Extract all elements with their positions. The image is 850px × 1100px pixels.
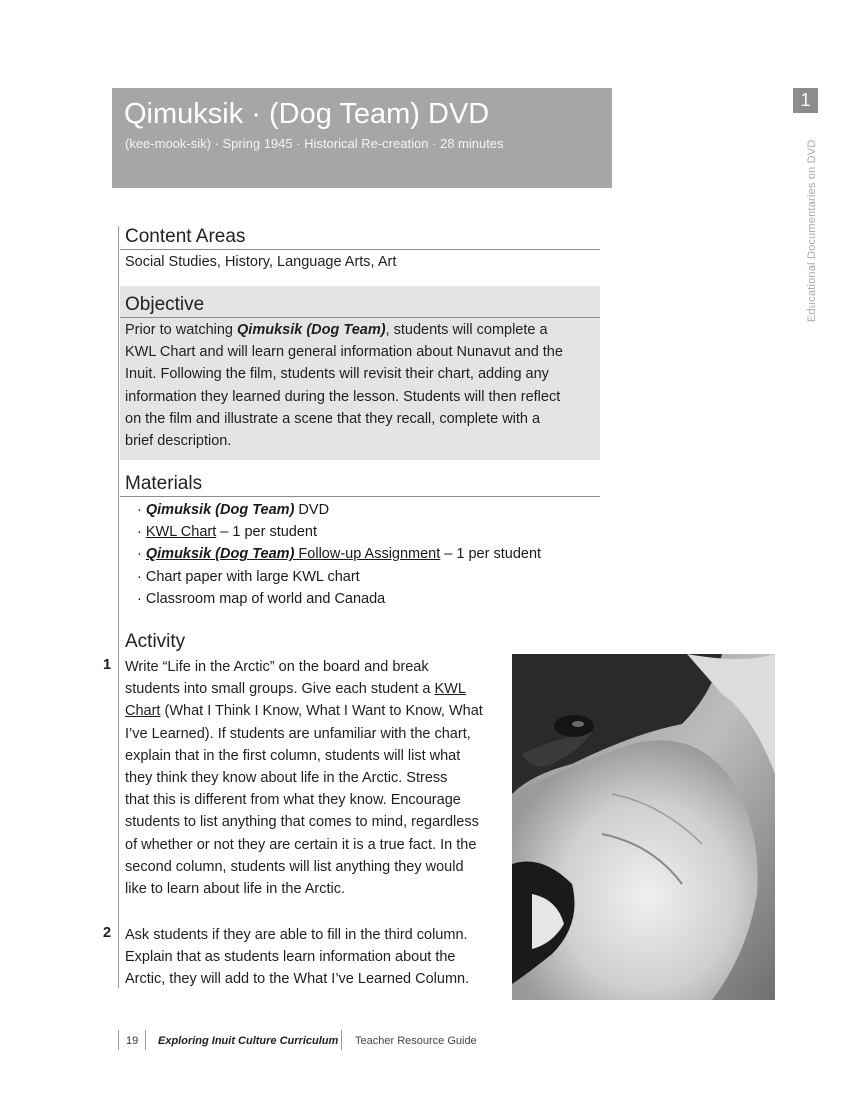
objective-line: Prior to watching Qimuksik (Dog Team), students will complete a	[125, 322, 548, 338]
content-areas-text: Social Studies, History, Language Arts, Art	[125, 254, 397, 270]
materials-item: · Qimuksik (Dog Team) Follow-up Assignment – 1 per student	[137, 546, 542, 563]
follow-up-assignment-link[interactable]: Qimuksik (Dog Team) Follow-up Assignment	[145, 546, 441, 563]
materials-item: · Classroom map of world and Canada	[137, 590, 386, 607]
objective-line: on the film and illustrate a scene that they recall, complete with a	[125, 410, 541, 427]
step-line: Ask students if they are able to fill in the third column.	[125, 927, 468, 943]
title-banner	[112, 88, 612, 188]
footer-divider	[145, 1030, 146, 1050]
step-number: 1	[103, 657, 112, 673]
activity-step-1-text	[125, 656, 483, 900]
objective-text	[125, 319, 563, 452]
step-line: Chart (What I Think I Know, What I Want to Know, What	[125, 703, 483, 720]
step-line: like to learn about life in the Arctic.	[125, 881, 346, 898]
step-line: that this is different from what they know. Encourage	[125, 792, 461, 809]
materials-item: · Chart paper with large KWL chart	[137, 568, 360, 585]
step-line: students into small groups. Give each student a KWL	[125, 681, 466, 698]
kwl-chart-link[interactable]: KWL Chart	[145, 524, 217, 541]
step-line: Write “Life in the Arctic” on the board and break	[125, 659, 429, 675]
footer-guide-label: Teacher Resource Guide	[355, 1035, 477, 1047]
step-number: 2	[103, 925, 112, 941]
step-line: second column, students will list anything they would	[125, 858, 464, 875]
step-line: I’ve Learned). If students are unfamiliar with the chart,	[125, 725, 471, 742]
activity-step-2-text	[125, 924, 469, 991]
objective-line: brief description.	[125, 433, 232, 450]
page-title: Qimuksik · (Dog Team) DVD	[124, 98, 490, 130]
step-line: they think they know about life in the Arctic. Stress	[125, 770, 448, 787]
step-line: students to list anything that comes to mind, regardless	[125, 814, 479, 831]
objective-heading: Objective	[120, 294, 600, 318]
step-line: explain that in the first column, students will list what	[125, 747, 461, 764]
kwl-chart-inline-link[interactable]: KWL	[434, 681, 466, 698]
chapter-side-label: Educational Documentaries on DVD	[806, 139, 818, 322]
step-line: Explain that as students learn information about the	[125, 949, 456, 966]
footer-page-number: 19	[126, 1035, 139, 1047]
step-line: Arctic, they will add to the What I’ve Learned Column.	[125, 971, 470, 988]
materials-list	[137, 499, 541, 610]
objective-line: Inuit. Following the film, students will revisit their chart, adding any	[125, 366, 549, 383]
footer-divider	[118, 1030, 119, 1050]
content-left-rule	[118, 226, 119, 988]
footer-curriculum-title: Exploring Inuit Culture Curriculum	[158, 1035, 339, 1047]
chapter-number-badge: 1	[793, 88, 818, 113]
footer-divider	[341, 1030, 342, 1050]
materials-item: · KWL Chart – 1 per student	[137, 524, 318, 541]
materials-heading: Materials	[120, 473, 600, 497]
husky-photo	[512, 654, 775, 1000]
step-line: of whether or not they are certain it is a true fact. In the	[125, 836, 477, 853]
objective-line: KWL Chart and will learn general information about Nunavut and the	[125, 344, 563, 361]
kwl-chart-inline-link-cont[interactable]: Chart	[125, 703, 161, 720]
page-subtitle: (kee-mook-sik) · Spring 1945 · Historical Re-creation · 28 minutes	[125, 136, 504, 151]
materials-item: · Qimuksik (Dog Team) DVD	[137, 502, 330, 518]
activity-heading: Activity	[125, 631, 186, 652]
objective-line: information they learned during the lesson. Students will then reflect	[125, 388, 561, 405]
content-areas-heading: Content Areas	[120, 226, 600, 250]
